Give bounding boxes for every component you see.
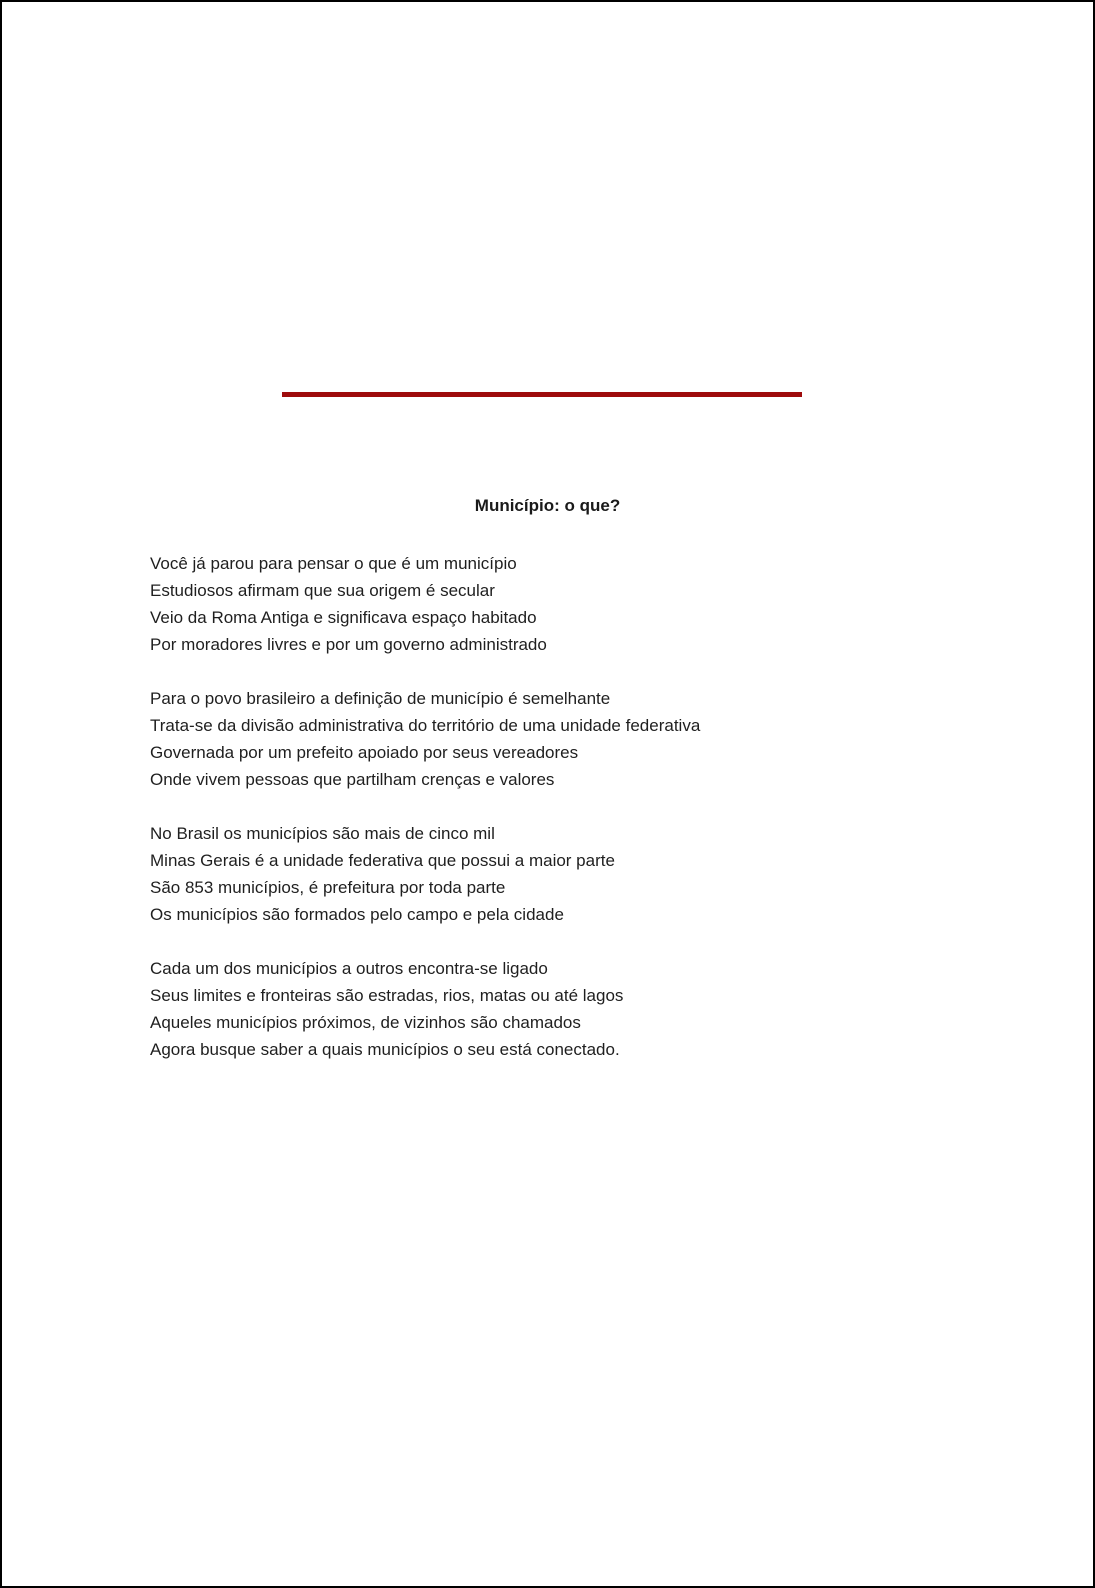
poem-stanza-1	[150, 550, 950, 658]
poem-line: Cada um dos municípios a outros encontra-se ligado	[150, 959, 548, 978]
poem-line: Os municípios são formados pelo campo e pela cidade	[150, 905, 564, 924]
poem-line: Por moradores livres e por um governo administrado	[150, 635, 547, 654]
poem-title: Município: o que?	[474, 496, 621, 515]
poem-body	[150, 550, 950, 1090]
poem-line: Você já parou para pensar o que é um município	[150, 554, 517, 573]
poem-line: Governada por um prefeito apoiado por seus vereadores	[150, 743, 579, 762]
poem-line: Agora busque saber a quais municípios o seu está conectado.	[150, 1040, 620, 1059]
red-divider-rule	[282, 392, 802, 397]
poem-line: Aqueles municípios próximos, de vizinhos são chamados	[150, 1013, 581, 1032]
poem-line: Veio da Roma Antiga e significava espaço habitado	[150, 608, 537, 627]
poem-stanza-2	[150, 685, 950, 793]
poem-line: Minas Gerais é a unidade federativa que possui a maior parte	[150, 851, 615, 870]
poem-line: Onde vivem pessoas que partilham crenças e valores	[150, 770, 555, 789]
poem-line: Para o povo brasileiro a definição de município é semelhante	[150, 689, 611, 708]
poem-line: Estudiosos afirmam que sua origem é secular	[150, 581, 495, 600]
poem-line: São 853 municípios, é prefeitura por toda parte	[150, 878, 506, 897]
poem-line: No Brasil os municípios são mais de cinco mil	[150, 824, 495, 843]
poem-line: Trata-se da divisão administrativa do território de uma unidade federativa	[150, 716, 701, 735]
poem-line: Seus limites e fronteiras são estradas, rios, matas ou até lagos	[150, 986, 624, 1005]
poem-stanza-3	[150, 820, 950, 928]
poem-stanza-4	[150, 955, 950, 1063]
